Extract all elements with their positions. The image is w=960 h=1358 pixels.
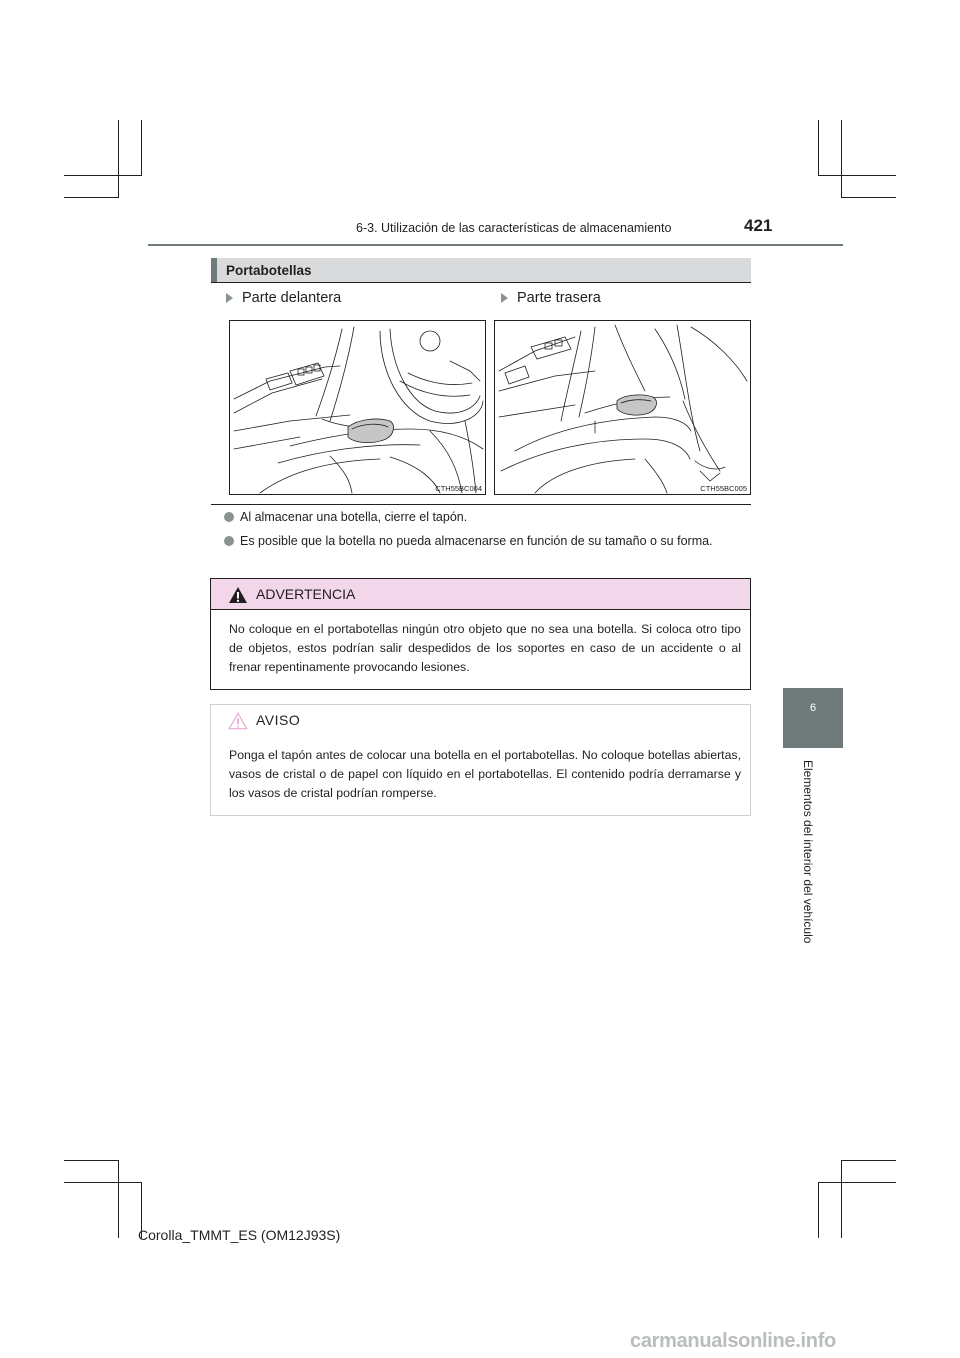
chapter-label: Elementos del interior del vehículo [801,760,815,944]
warning-triangle-icon [228,586,248,604]
list-item [224,532,749,551]
crop-mark [64,1160,119,1161]
crop-mark [818,1182,896,1183]
chapter-number: 6 [809,702,817,714]
figure-code: CTH55BC004 [435,484,482,493]
triangle-bullet-icon [501,293,508,303]
crop-mark [818,120,819,176]
caution-triangle-icon [228,712,248,730]
chapter-tab [783,688,843,748]
notice-title: AVISO [256,712,301,728]
crop-mark [841,120,842,198]
crop-mark [818,1182,819,1238]
crop-mark [64,1182,141,1183]
bullet-dot-icon [224,536,234,546]
figure-caption-front [226,290,341,306]
triangle-bullet-icon [226,293,233,303]
warning-body: No coloque en el portabotellas ningún otro objeto que no sea una botella. Si coloca otro tipo de objetos, estos podrían salir despedidos de los soportes en caso de un accidente o al frenar repentinamente provocando lesiones. [229,622,741,674]
crop-mark [64,175,141,176]
warning-box [210,578,751,690]
section-heading [211,258,751,282]
list-item-text: Es posible que la botella no pueda almacenarse en función de su tamaño o su forma. [240,534,713,548]
header-rule [148,244,843,246]
figure-caption-text: Parte delantera [242,290,342,306]
crop-mark [64,197,119,198]
bullet-dot-icon [224,512,234,522]
warning-header [211,579,750,610]
crop-mark [141,120,142,176]
crop-mark [841,1160,896,1161]
page-number: 421 [744,216,773,235]
front-bottle-holder-illustration [229,320,486,495]
notice-body: Ponga el tapón antes de colocar una botella en el portabotellas. No coloque botellas abiertas, vasos de cristal o de papel con líquido en el portabotellas. El contenido podría derramarse y los vasos de cristal podrían romperse. [229,748,741,800]
crop-mark [818,175,896,176]
crop-mark [841,197,896,198]
figure-caption-text: Parte trasera [517,290,601,306]
section-underline [211,282,751,283]
rear-bottle-holder-illustration [494,320,751,495]
figure-caption-rear [501,290,601,306]
crop-mark [841,1160,842,1238]
header-section-title: 6-3. Utilización de las características de almacenamiento [356,221,672,235]
section-heading-text: Portabotellas [226,262,312,278]
list-item [224,508,749,527]
figure-rule [211,504,751,505]
footer-doc-id: Corolla_TMMT_ES (OM12J93S) [138,1227,341,1243]
warning-title: ADVERTENCIA [256,586,356,602]
notice-box [210,704,751,816]
watermark: carmanualsonline.info [630,1330,836,1352]
figure-code: CTH55BC005 [700,484,747,493]
crop-mark [118,120,119,198]
crop-mark [118,1160,119,1238]
list-item-text: Al almacenar una botella, cierre el tapón. [240,510,468,524]
